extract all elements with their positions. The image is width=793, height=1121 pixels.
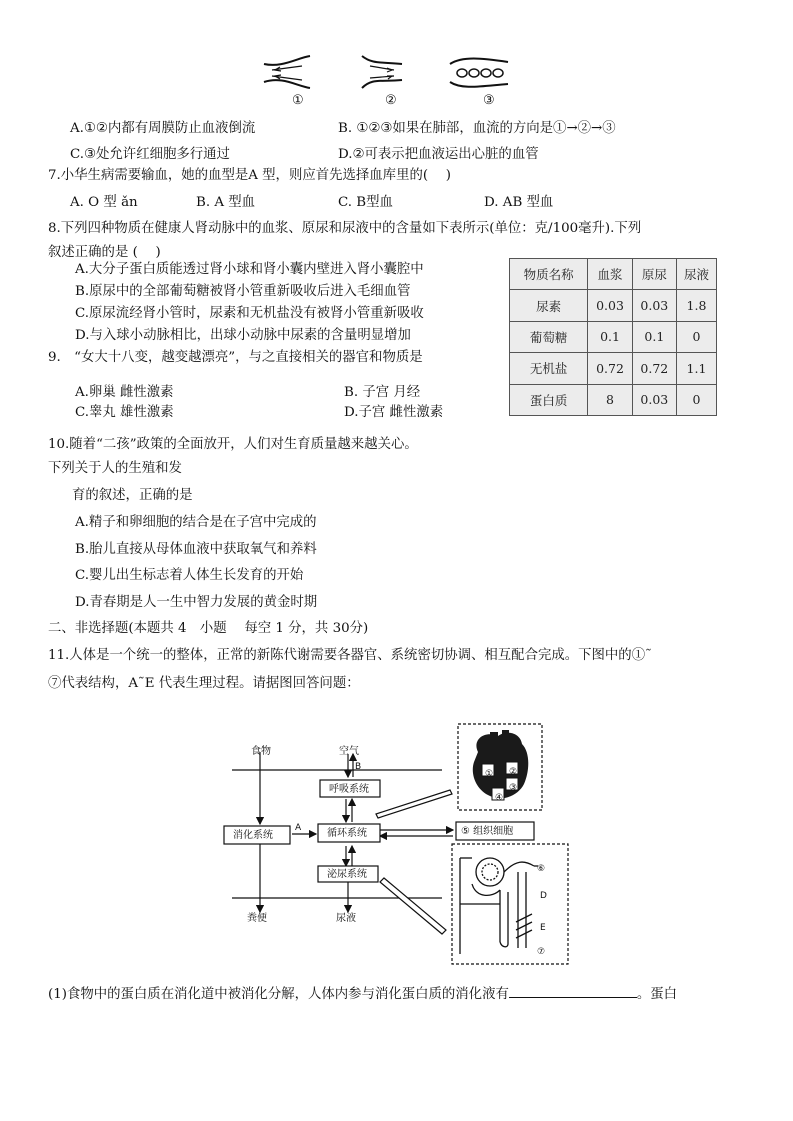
process-d-label: D [540,891,547,901]
q8-option-a: A.大分子蛋白质能透过肾小球和肾小囊内壁进入肾小囊腔中 [75,262,424,277]
q9-option-a: A.卵巢 雌性激素 [75,385,174,400]
table-row [510,321,717,352]
table-cell: 0 [677,384,717,415]
urine-label: 尿液 [336,913,356,924]
q10-line3: 育的叙述，正确的是 [72,488,193,503]
q6-option-b: B. ①②③如果在肺部，血流的方向是①→②→③ [338,121,616,136]
q9-option-b: B. 子宫 月经 [344,385,421,400]
respiratory-system-label: 呼吸系统 [329,784,369,795]
vessel-3 [450,59,508,87]
table-cell: 0.72 [588,353,632,384]
table-cell: 0.1 [588,321,632,352]
table-header: 物质名称 [510,259,588,290]
q6-option-a: A.①②内都有周膜防止血液倒流 [70,121,256,136]
heart-label-3: ③ [509,783,518,793]
vessel-label-3: ③ [483,93,495,108]
q8-stem-line2: 叙述正确的是 ( ) [48,245,161,260]
vessel-1 [264,56,310,88]
vessel-2 [362,56,402,88]
tissue-cell-label: ⑤ 组织细胞 [461,826,514,837]
table-cell: 1.1 [677,353,717,384]
q11-line1: 11.人体是一个统一的整体，正常的新陈代谢需要各器官、系统密切协调、相互配合完成。下图中的①˜ [48,648,652,663]
q8-option-c: C.原尿流经肾小管时，尿素和无机盐没有被肾小管重新吸收 [75,306,424,321]
process-a-label: A [295,823,302,833]
table-cell: 0.72 [632,353,676,384]
table-row [510,353,717,384]
table-cell: 0 [677,321,717,352]
heart-label-1: ① [485,769,494,779]
q6-option-d: D.②可表示把血液运出心脏的血管 [338,147,539,162]
kidney-label-7: ⑦ [537,947,546,957]
q11-sub1 [48,984,677,1003]
q7-option-a: A. O 型 ǎn [70,195,138,210]
q10-option-c: C.婴儿出生标志着人体生长发育的开始 [75,568,304,583]
q10-line1: 10.随着“二孩”政策的全面放开，人们对生育质量越来越关心。 [48,437,418,452]
table-cell: 0.03 [632,384,676,415]
table-header: 原尿 [632,259,676,290]
q11-sub1-answer-blank[interactable] [509,984,637,998]
vessel-label-1: ① [292,93,304,108]
table-cell: 0.1 [632,321,676,352]
nephron-illustration [460,858,538,954]
q11-sub1-start: (1)食物中的蛋白质在消化道中被消化分解，人体内参与消化蛋白质的消化液有 [48,987,509,1002]
q9-stem: 9. “女大十八变，越变越漂亮”，与之直接相关的器官和物质是 [48,350,423,365]
q7-option-c: C. B型血 [338,195,393,210]
q11-sub1-end: 。蛋白 [636,987,678,1002]
urine-composition-table [509,258,717,416]
air-label: 空气 [339,746,359,757]
table-cell: 无机盐 [510,353,588,384]
q10-option-d: D.青春期是人一生中智力发展的黄金时期 [75,595,318,610]
table-row [510,384,717,415]
q8-option-d: D.与入球小动脉相比，出球小动脉中尿素的含量明显增加 [75,328,411,343]
table-cell: 1.8 [677,290,717,321]
q9-option-c: C.睾丸 雄性激素 [75,405,174,420]
physiology-diagram [220,722,580,972]
blood-vessel-diagrams [262,52,442,112]
q7-option-b: B. A 型血 [196,195,256,210]
table-cell: 葡萄糖 [510,321,588,352]
circulatory-system-label: 循环系统 [327,828,367,839]
q6-option-c: C.③处允许红细胞多行通过 [70,147,230,162]
urinary-system-label: 泌尿系统 [327,869,367,880]
table-cell: 蛋白质 [510,384,588,415]
q10-line2: 下列关于人的生殖和发 [48,461,182,476]
q8-stem-line1: 8.下列四种物质在健康人肾动脉中的血浆、原尿和尿液中的含量如下表所示(单位：克/100毫升).下列 [48,221,642,236]
q9-option-d: D.子宫 雌性激素 [344,405,444,420]
table-header: 血浆 [588,259,632,290]
food-label: 食物 [251,746,271,757]
table-cell: 0.03 [588,290,632,321]
q7-stem: 7.小华生病需要输血，她的血型是A 型，则应首先选择血库里的( ) [48,168,451,183]
digestive-system-label: 消化系统 [233,830,273,841]
vessel-label-2: ② [385,93,397,108]
section-2-heading: 二、非选择题(本题共 4 小题 每空 1 分，共 30分) [48,621,369,636]
table-header-row [510,259,717,290]
q10-option-b: B.胎儿直接从母体血液中获取氧气和养料 [75,542,317,557]
q7-option-d: D. AB 型血 [484,195,554,210]
q8-option-b: B.原尿中的全部葡萄糖被肾小管重新吸收后进入毛细血管 [75,284,411,299]
q11-line2: ⑦代表结构，A˜E 代表生理过程。请据图回答问题： [48,676,360,691]
table-cell: 尿素 [510,290,588,321]
heart-label-2: ② [509,767,518,777]
process-e-label: E [540,923,546,933]
kidney-label-6: ⑥ [537,864,546,874]
process-b-label: B [355,762,362,772]
q10-option-a: A.精子和卵细胞的结合是在子宫中完成的 [75,515,317,530]
table-cell: 8 [588,384,632,415]
table-cell: 0.03 [632,290,676,321]
table-row [510,290,717,321]
table-header: 尿液 [677,259,717,290]
feces-label: 粪便 [247,913,267,924]
heart-label-4: ④ [495,793,504,803]
